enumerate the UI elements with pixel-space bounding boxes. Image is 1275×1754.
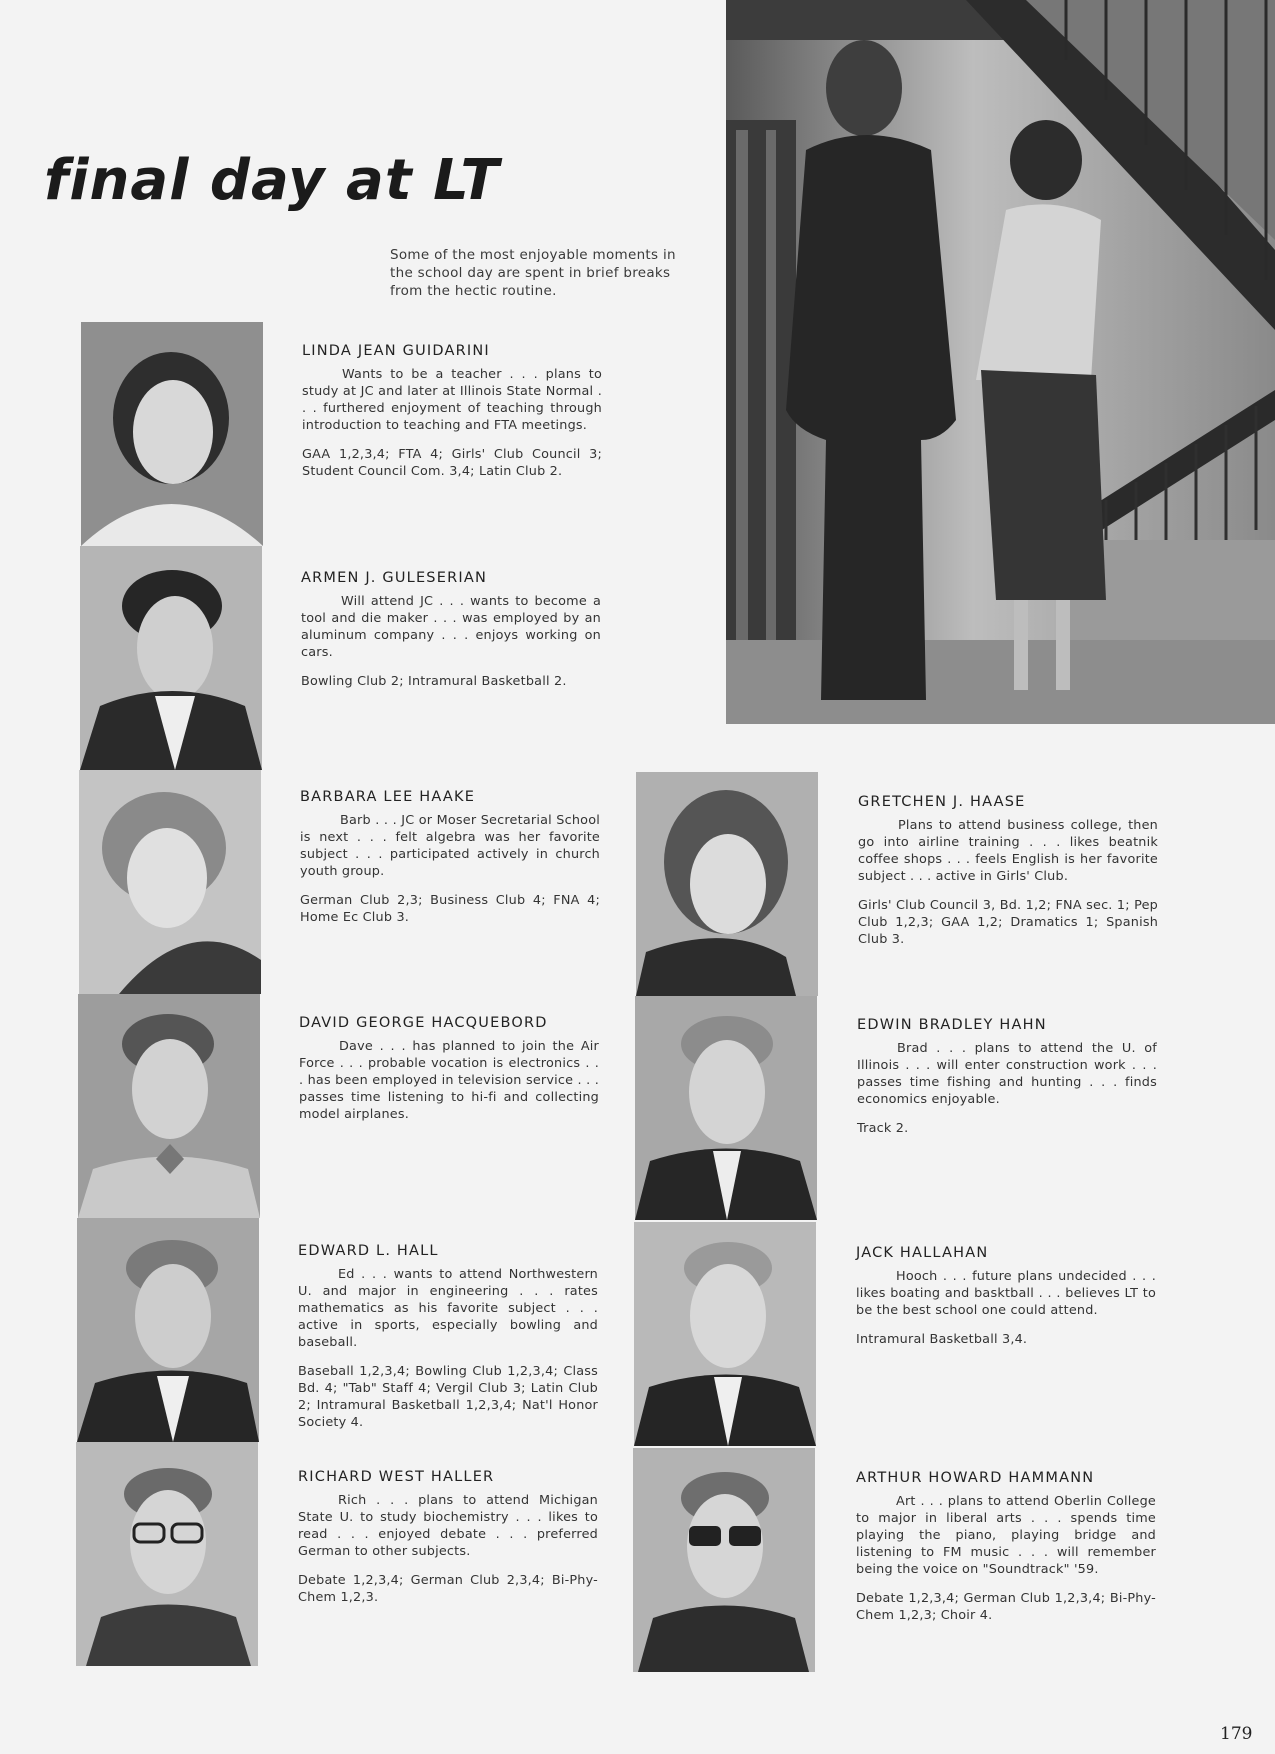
- bio-barbara-haake: [300, 789, 600, 926]
- bio-edwin-hahn: [857, 1017, 1157, 1137]
- senior-description: Dave . . . has planned to join the Air Force . . . probable vocation is electronics . . . has been employed in television service . . . passes time listening to hi-fi and collecting model airplanes.: [299, 1039, 599, 1122]
- senior-name: BARBARA LEE HAAKE: [300, 789, 476, 805]
- senior-name: RICHARD WEST HALLER: [298, 1469, 495, 1485]
- portrait-edward-hall: [77, 1218, 259, 1442]
- senior-name: EDWIN BRADLEY HAHN: [857, 1017, 1047, 1033]
- senior-name: LINDA JEAN GUIDARINI: [302, 343, 490, 359]
- portrait-edwin-hahn: [635, 996, 817, 1220]
- senior-name: JACK HALLAHAN: [856, 1245, 989, 1261]
- bio-arthur-hammann: [856, 1470, 1156, 1624]
- bio-jack-hallahan: [856, 1245, 1156, 1348]
- bio-richard-haller: [298, 1469, 598, 1606]
- senior-activities: Debate 1,2,3,4; German Club 2,3,4; Bi-Phy-Chem 1,2,3.: [298, 1573, 598, 1605]
- senior-name: GRETCHEN J. HAASE: [858, 794, 1026, 810]
- page-number: 179: [1220, 1724, 1253, 1744]
- senior-name: ARMEN J. GULESERIAN: [301, 570, 487, 586]
- senior-description: Ed . . . wants to attend Northwestern U. and major in engineering . . . rates mathematics as his favorite subject . . . active in sports, especially bowling and baseball.: [298, 1267, 598, 1350]
- bio-edward-hall: [298, 1243, 598, 1431]
- bio-armen-guleserian: [301, 570, 601, 690]
- bio-david-hacquebord: [299, 1015, 599, 1123]
- senior-activities: Debate 1,2,3,4; German Club 1,2,3,4; Bi-Phy-Chem 1,2,3; Choir 4.: [856, 1591, 1156, 1623]
- senior-description: Plans to attend business college, then go into airline training . . . likes beatnik coffee shops . . . feels English is her favorite subject . . . active in Girls' Club.: [858, 818, 1158, 884]
- portrait-barbara-haake: [79, 770, 261, 994]
- senior-description: Wants to be a teacher . . . plans to study at JC and later at Illinois State Normal . . . furthered enjoyment of teaching through introduction to teaching and FTA meetings.: [302, 367, 602, 433]
- portrait-gretchen-haase: [636, 772, 818, 996]
- senior-description: Brad . . . plans to attend the U. of Illinois . . . will enter construction work . . . passes time fishing and hunting . . . finds economics enjoyable.: [857, 1041, 1157, 1107]
- portrait-arthur-hammann: [633, 1448, 815, 1672]
- senior-description: Rich . . . plans to attend Michigan State U. to study biochemistry . . . likes to read . . . enjoyed debate . . . preferred German to other subjects.: [298, 1493, 598, 1559]
- senior-activities: Track 2.: [857, 1121, 909, 1136]
- senior-name: ARTHUR HOWARD HAMMANN: [856, 1470, 1095, 1486]
- photo-caption: Some of the most enjoyable moments in the school day are spent in brief breaks from the hectic routine.: [390, 247, 676, 299]
- bio-linda-guidarini: [302, 343, 602, 480]
- senior-activities: Baseball 1,2,3,4; Bowling Club 1,2,3,4; Class Bd. 4; "Tab" Staff 4; Vergil Club 3; Latin Club 2; Intramural Basketball 1,2,3,4; Nat'l Honor Society 4.: [298, 1364, 598, 1430]
- portrait-armen-guleserian: [80, 546, 262, 770]
- portrait-jack-hallahan: [634, 1222, 816, 1446]
- senior-activities: Bowling Club 2; Intramural Basketball 2.: [301, 674, 567, 689]
- senior-description: Art . . . plans to attend Oberlin College to major in liberal arts . . . spends time playing the piano, playing bridge and listening to FM music . . . will remember being the voice on "Soundtrack" '59.: [856, 1494, 1156, 1577]
- staircase-photo: [726, 0, 1275, 724]
- senior-activities: German Club 2,3; Business Club 4; FNA 4; Home Ec Club 3.: [300, 893, 600, 925]
- senior-description: Barb . . . JC or Moser Secretarial School is next . . . felt algebra was her favorite subject . . . participated actively in church youth group.: [300, 813, 600, 879]
- portrait-richard-haller: [76, 1442, 258, 1666]
- senior-description: Will attend JC . . . wants to become a tool and die maker . . . was employed by an aluminum company . . . enjoys working on cars.: [301, 594, 601, 660]
- page-title: final day at LT: [44, 148, 500, 213]
- senior-name: DAVID GEORGE HACQUEBORD: [299, 1015, 548, 1031]
- senior-activities: GAA 1,2,3,4; FTA 4; Girls' Club Council 3; Student Council Com. 3,4; Latin Club 2.: [302, 447, 602, 479]
- senior-activities: Girls' Club Council 3, Bd. 1,2; FNA sec. 1; Pep Club 1,2,3; GAA 1,2; Dramatics 1; Spanish Club 3.: [858, 898, 1158, 947]
- bio-gretchen-haase: [858, 794, 1158, 948]
- senior-name: EDWARD L. HALL: [298, 1243, 439, 1259]
- senior-description: Hooch . . . future plans undecided . . . likes boating and basktball . . . believes LT to be the best school one could attend.: [856, 1269, 1156, 1318]
- portrait-linda-guidarini: [81, 322, 263, 546]
- senior-activities: Intramural Basketball 3,4.: [856, 1332, 1028, 1347]
- portrait-david-hacquebord: [78, 994, 260, 1218]
